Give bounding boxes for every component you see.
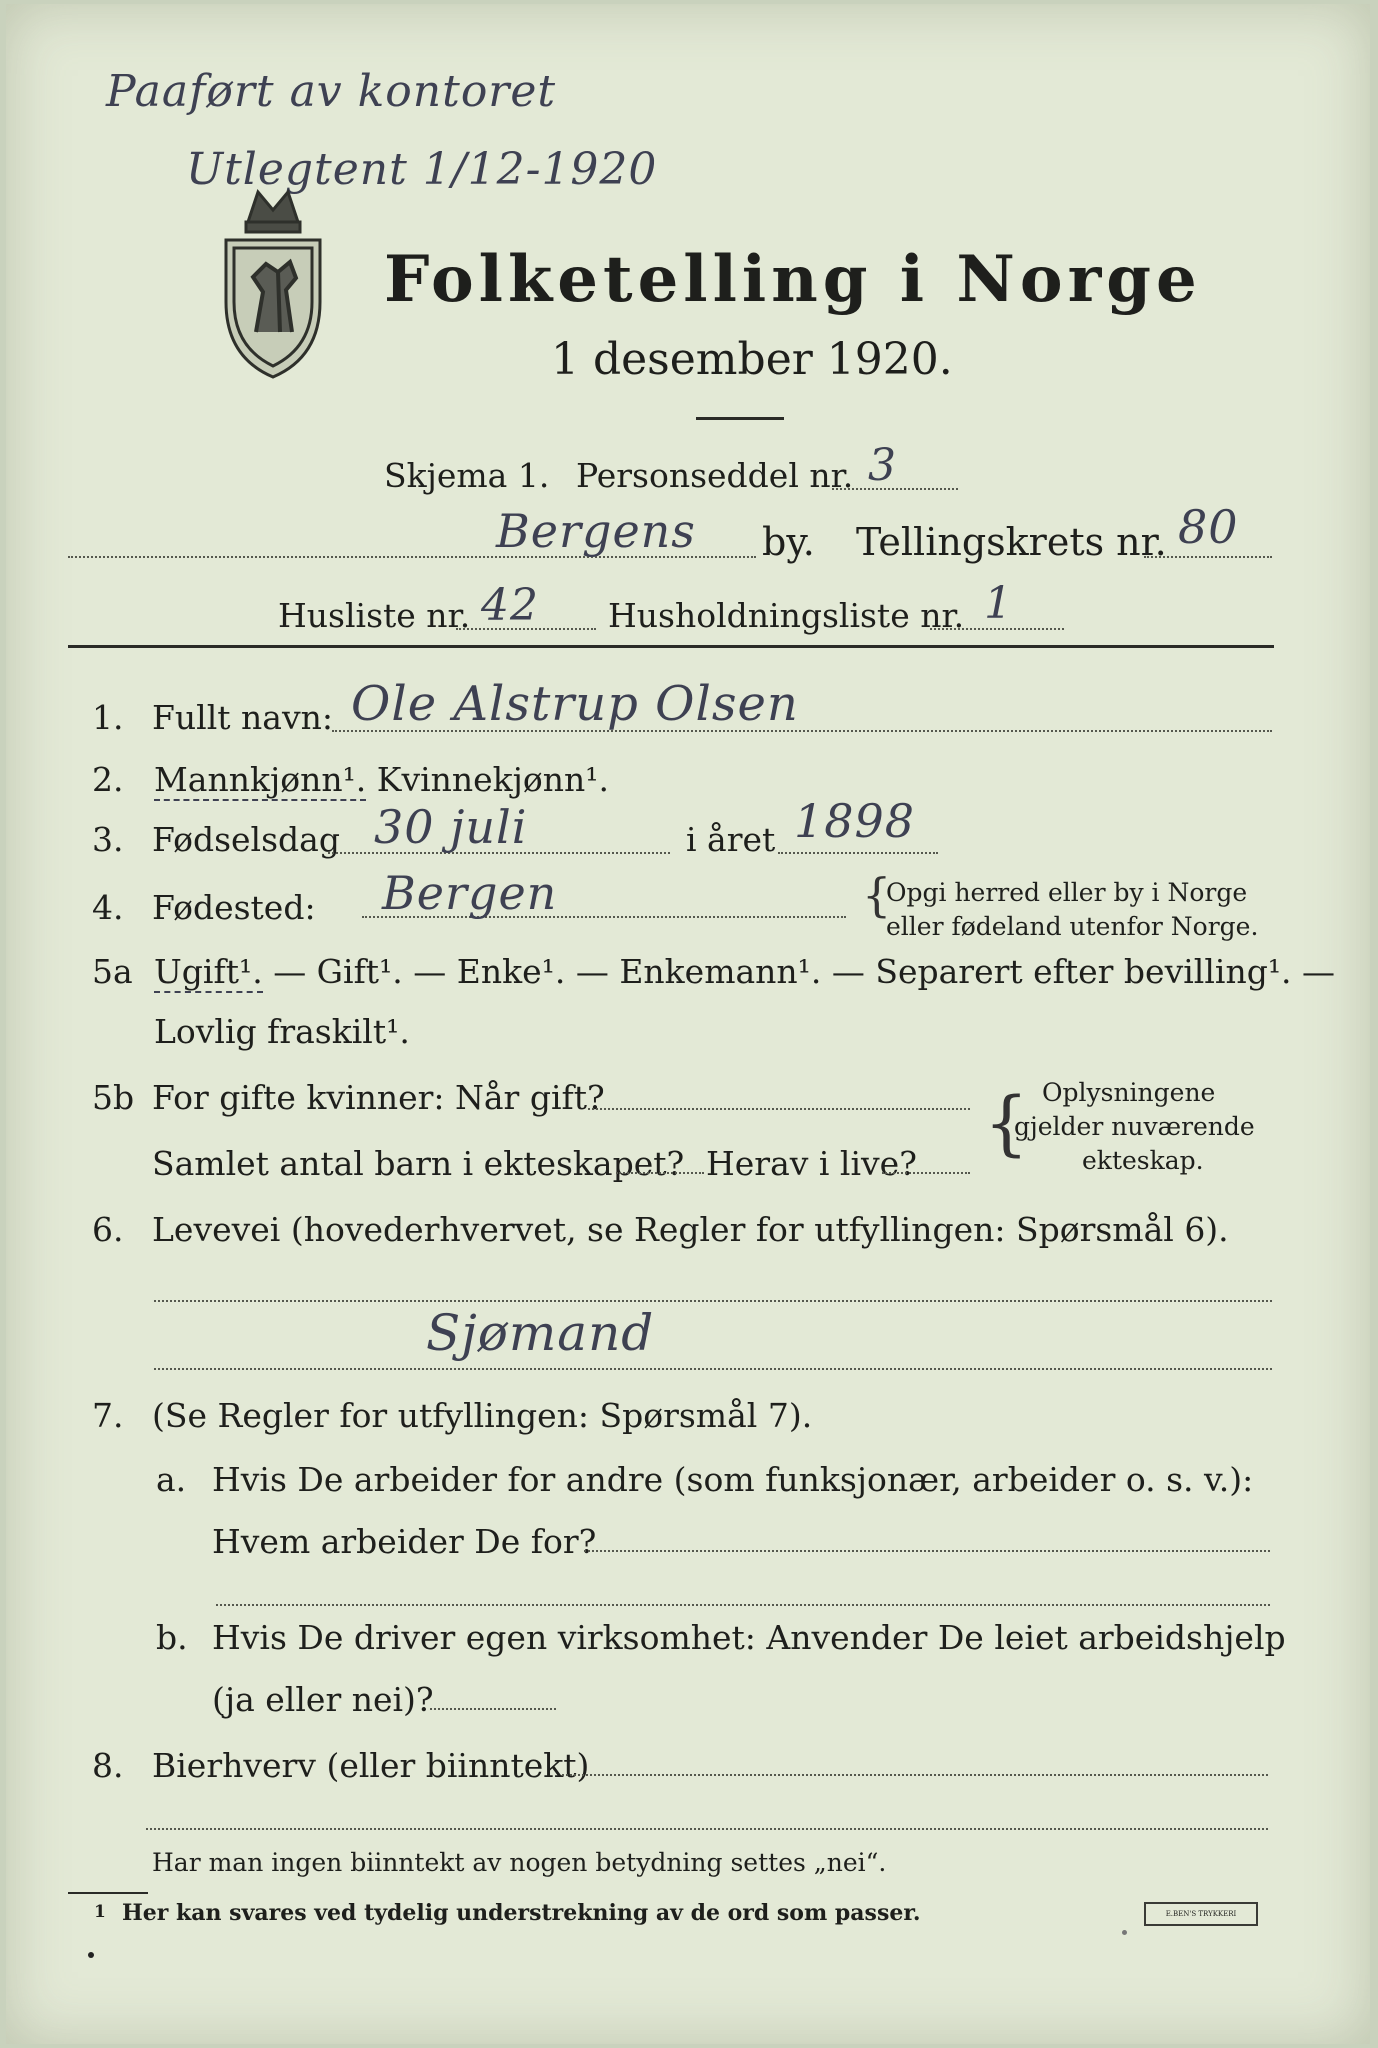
q1-number: 1.	[92, 698, 124, 737]
skjema-label: Skjema 1.	[384, 456, 550, 495]
q5a-options	[154, 952, 1335, 991]
q8-line2	[146, 1828, 1268, 1830]
birth-year-value[interactable]: 1898	[794, 794, 916, 848]
q8-line1	[562, 1774, 1268, 1776]
q5b-number: 5b	[92, 1078, 135, 1117]
marital-options-rest[interactable]: — Gift¹. — Enke¹. — Enkemann¹. — Separert efter bevilling¹. —	[273, 952, 1336, 991]
q5b-children-label: Samlet antal barn i ekteskapet?	[152, 1144, 685, 1183]
q6-number: 6.	[92, 1210, 124, 1249]
q8-note: Har man ingen biinntekt av nogen betydning settes „nei“.	[152, 1848, 887, 1877]
q7a-employer-line	[584, 1550, 1270, 1552]
personseddel-label: Personseddel nr.	[576, 456, 854, 495]
ink-speck	[88, 1952, 94, 1958]
husholdningsliste-value[interactable]: 1	[984, 578, 1013, 629]
form-title: Folketelling i Norge	[384, 242, 1202, 317]
q3-label: Fødselsdag	[152, 820, 340, 859]
q4-note-line2: eller fødeland utenfor Norge.	[886, 912, 1259, 941]
q7-number: 7.	[92, 1396, 124, 1435]
q5b-brace: {	[984, 1082, 1029, 1164]
personseddel-value[interactable]: 3	[868, 440, 897, 491]
birthplace-value[interactable]: Bergen	[382, 866, 558, 920]
q7a-label: Hvis De arbeider for andre (som funksjonær, arbeider o. s. v.):	[212, 1460, 1254, 1499]
census-date: 1 desember 1920.	[551, 334, 953, 385]
tellingskrets-label: Tellingskrets nr.	[856, 520, 1167, 564]
census-form-sheet	[6, 4, 1370, 2044]
q3-year-label: i året	[686, 820, 776, 859]
q4-note-line1: Opgi herred eller by i Norge	[886, 878, 1248, 907]
q5b-note-line1: Oplysningene	[1042, 1078, 1216, 1107]
by-label: by.	[762, 520, 815, 564]
q5b-alive-label: Herav i live?	[706, 1144, 917, 1183]
header-separator	[68, 645, 1274, 648]
q8-label: Bierhverv (eller biinntekt)	[152, 1746, 590, 1785]
occupation-value[interactable]: Sjømand	[426, 1304, 655, 1362]
husliste-label: Husliste nr.	[278, 596, 471, 635]
q7-label: (Se Regler for utfyllingen: Spørsmål 7).	[152, 1396, 813, 1435]
q5b-note-line3: ekteskap.	[1082, 1146, 1204, 1175]
q5a-number: 5a	[92, 952, 133, 991]
q1-label: Fullt navn:	[152, 698, 333, 737]
husliste-value[interactable]: 42	[481, 580, 539, 631]
q5b-when-married-line	[588, 1108, 970, 1110]
q2-number: 2.	[92, 760, 124, 799]
husholdningsliste-label: Husholdningsliste nr.	[608, 596, 965, 635]
handwritten-annotation-line2: Utlegtent 1/12-1920	[186, 144, 658, 195]
q3-number: 3.	[92, 820, 124, 859]
q4-number: 4.	[92, 888, 124, 927]
gender-option-female[interactable]: Kvinnekjønn¹.	[376, 760, 610, 799]
handwritten-annotation-line1: Paaført av kontoret	[106, 66, 557, 117]
footnote-rule	[68, 1892, 148, 1894]
q7b-yesno-label: (ja eller nei)?	[212, 1680, 434, 1719]
q7a-number: a.	[156, 1460, 187, 1499]
q4-brace: {	[862, 868, 892, 922]
q5b-label: For gifte kvinner: Når gift?	[152, 1078, 605, 1117]
tellingskrets-line	[1144, 556, 1272, 558]
q2-options	[154, 760, 609, 799]
birthday-value[interactable]: 30 juli	[374, 800, 528, 854]
q7a-employer-line2	[216, 1604, 1270, 1606]
gender-option-male[interactable]: Mannkjønn¹.	[154, 760, 367, 799]
full-name-value[interactable]: Ole Alstrup Olsen	[351, 676, 799, 732]
title-divider	[696, 417, 784, 420]
q3-year-line	[778, 852, 938, 854]
q6-label: Levevei (hovederhvervet, se Regler for utfyllingen: Spørsmål 6).	[152, 1210, 1229, 1249]
q8-number: 8.	[92, 1746, 124, 1785]
tellingskrets-value[interactable]: 80	[1178, 500, 1239, 554]
footnote-text: Her kan svares ved tydelig understrekning av de ord som passer.	[122, 1900, 921, 1926]
city-value[interactable]: Bergens	[496, 504, 696, 558]
q6-line1	[154, 1300, 1272, 1302]
marital-option-ugift[interactable]: Ugift¹.	[154, 952, 263, 991]
q4-label: Fødested:	[152, 888, 316, 927]
q7b-yesno-line	[430, 1708, 556, 1710]
q7b-number: b.	[156, 1618, 188, 1657]
q7b-label: Hvis De driver egen virksomhet: Anvender De leiet arbeidshjelp	[212, 1618, 1286, 1657]
q5b-children-line	[616, 1172, 704, 1174]
q7a-employer-label: Hvem arbeider De for?	[212, 1522, 597, 1561]
q5b-note-line2: gjelder nuværende	[1014, 1112, 1255, 1141]
norway-coat-of-arms-icon	[218, 182, 328, 382]
q5a-line2[interactable]: Lovlig fraskilt¹.	[154, 1012, 410, 1051]
q6-line2	[154, 1368, 1272, 1370]
q5b-alive-line	[882, 1172, 970, 1174]
printer-stamp: E.BEN'S TRYKKERI	[1144, 1902, 1258, 1926]
ink-speck-2	[1122, 1930, 1127, 1935]
footnote-marker: 1	[94, 1902, 106, 1922]
